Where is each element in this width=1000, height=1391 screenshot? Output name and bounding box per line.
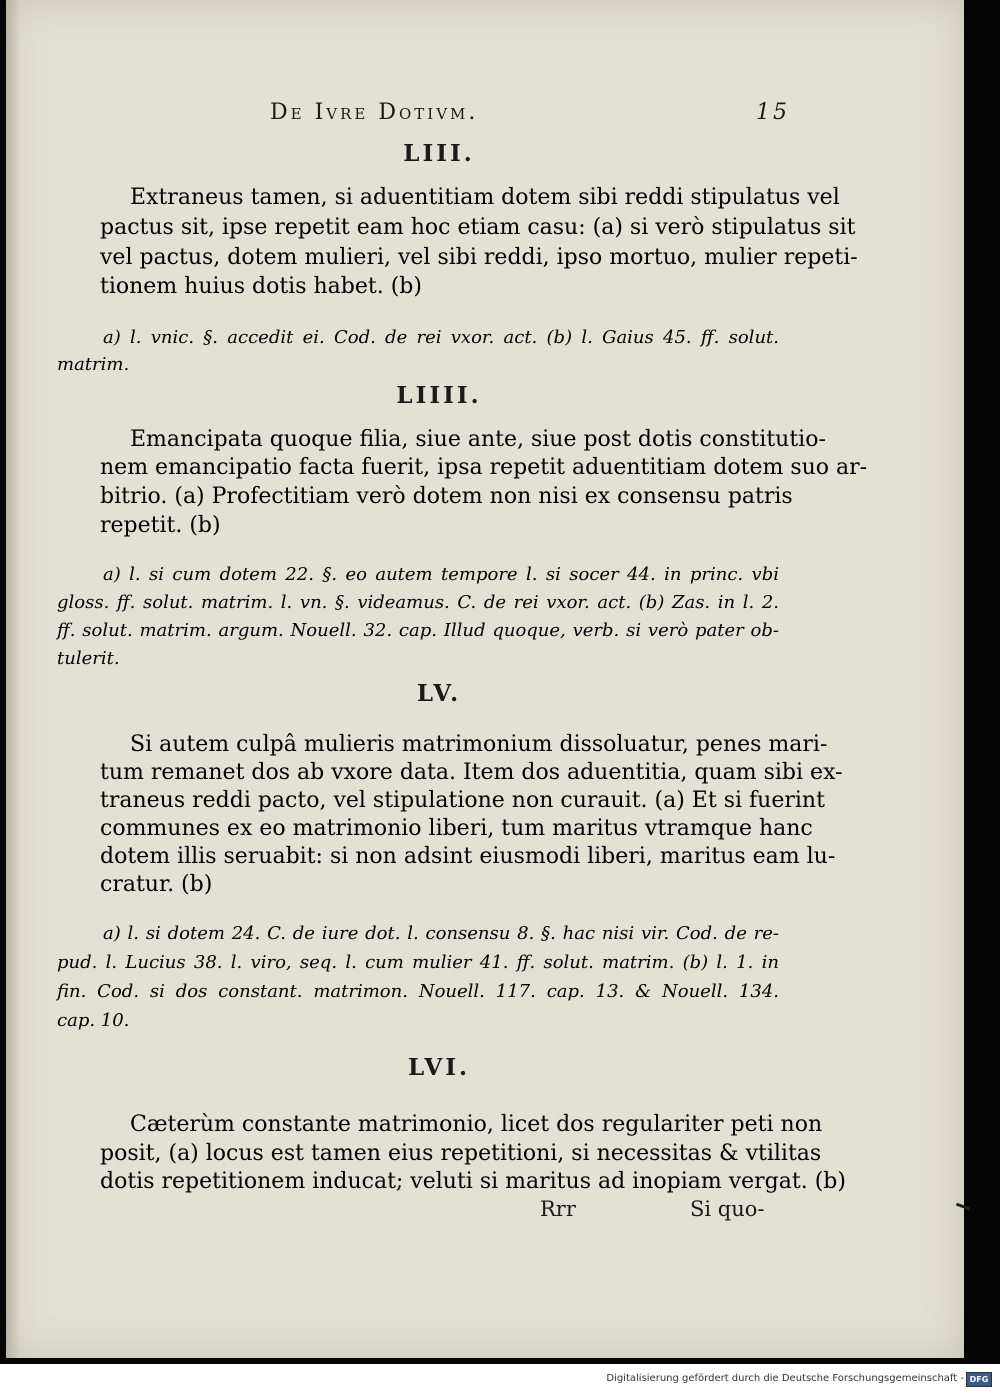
footnote-line: fin. Cod. si dos constant. matrimon. Nouell. 117. cap. 13. & Nouell. 134. <box>57 981 779 1002</box>
footnote-line: tulerit. <box>57 648 120 669</box>
body-line: Cæterùm constante matrimonio, licet dos regulariter peti non <box>130 1112 823 1137</box>
dfg-logo-icon: DFG <box>966 1372 992 1387</box>
body-line: dotis repetitionem inducat; veluti si maritus ad inopiam vergat. (b) <box>100 1169 846 1194</box>
running-header <box>270 100 790 125</box>
body-line: Extraneus tamen, si aduentitiam dotem sibi reddi stipulatus vel <box>130 185 840 210</box>
body-line: nem emancipatio facta fuerit, ipsa repetit aduentitiam dotem suo ar- <box>100 455 868 480</box>
body-line: bitrio. (a) Profectitiam verò dotem non nisi ex consensu patris <box>100 484 793 509</box>
body-line: tionem huius dotis habet. (b) <box>100 274 422 299</box>
body-line: Si autem culpâ mulieris matrimonium dissoluatur, penes mari- <box>130 732 828 757</box>
body-line: posit, (a) locus est tamen eius repetitioni, si necessitas & vtilitas <box>100 1141 822 1166</box>
footnote-line: a) l. si dotem 24. C. de iure dot. l. consensu 8. §. hac nisi vir. Cod. de re- <box>103 923 779 944</box>
section-heading: LV. <box>416 680 462 707</box>
footnote-line: a) l. si cum dotem 22. §. eo autem tempore l. si socer 44. in princ. vbi <box>103 564 779 585</box>
section-heading: LVI. <box>407 1054 471 1081</box>
body-line: communes ex eo matrimonio liberi, tum maritus vtramque hanc <box>100 816 813 841</box>
body-line: Emancipata quoque filia, siue ante, siue post dotis constitutio- <box>130 427 826 452</box>
footer-credit: Digitalisierung gefördert durch die Deutsche Forschungsgemeinschaft - <box>606 1373 964 1384</box>
footnote-line: cap. 10. <box>57 1010 130 1031</box>
header-title: De Ivre Dotivm. <box>270 100 479 125</box>
footnote-line: matrim. <box>57 354 130 375</box>
section-heading: LIIII. <box>396 382 482 409</box>
body-line: cratur. (b) <box>100 872 213 897</box>
body-line: pactus sit, ipse repetit eam hoc etiam casu: (a) si verò stipulatus sit <box>100 215 856 240</box>
body-line: dotem illis seruabit: si non adsint eiusmodi liberi, maritus eam lu- <box>100 844 836 869</box>
section-heading: LIII. <box>403 140 475 167</box>
page-number: 15 <box>756 100 790 125</box>
catchword: Si quo- <box>690 1197 765 1221</box>
body-line: traneus reddi pacto, vel stipulatione non curauit. (a) Et si fuerint <box>100 788 825 813</box>
footnote-line: a) l. vnic. §. accedit ei. Cod. de rei vxor. act. (b) l. Gaius 45. ff. solut. <box>103 327 779 348</box>
footnote-line: pud. l. Lucius 38. l. viro, seq. l. cum mulier 41. ff. solut. matrim. (b) l. 1. in <box>57 952 779 973</box>
signature-mark: Rrr <box>540 1197 576 1221</box>
body-line: repetit. (b) <box>100 513 221 538</box>
body-line: tum remanet dos ab vxore data. Item dos aduentitia, quam sibi ex- <box>100 760 843 785</box>
footnote-line: gloss. ff. solut. matrim. l. vn. §. videamus. C. de rei vxor. act. (b) Zas. in l. 2. <box>57 592 779 613</box>
body-line: vel pactus, dotem mulieri, vel sibi reddi, ipso mortuo, mulier repeti- <box>100 245 858 270</box>
footnote-line: ff. solut. matrim. argum. Nouell. 32. cap. Illud quoque, verb. si verò pater ob- <box>57 620 779 641</box>
